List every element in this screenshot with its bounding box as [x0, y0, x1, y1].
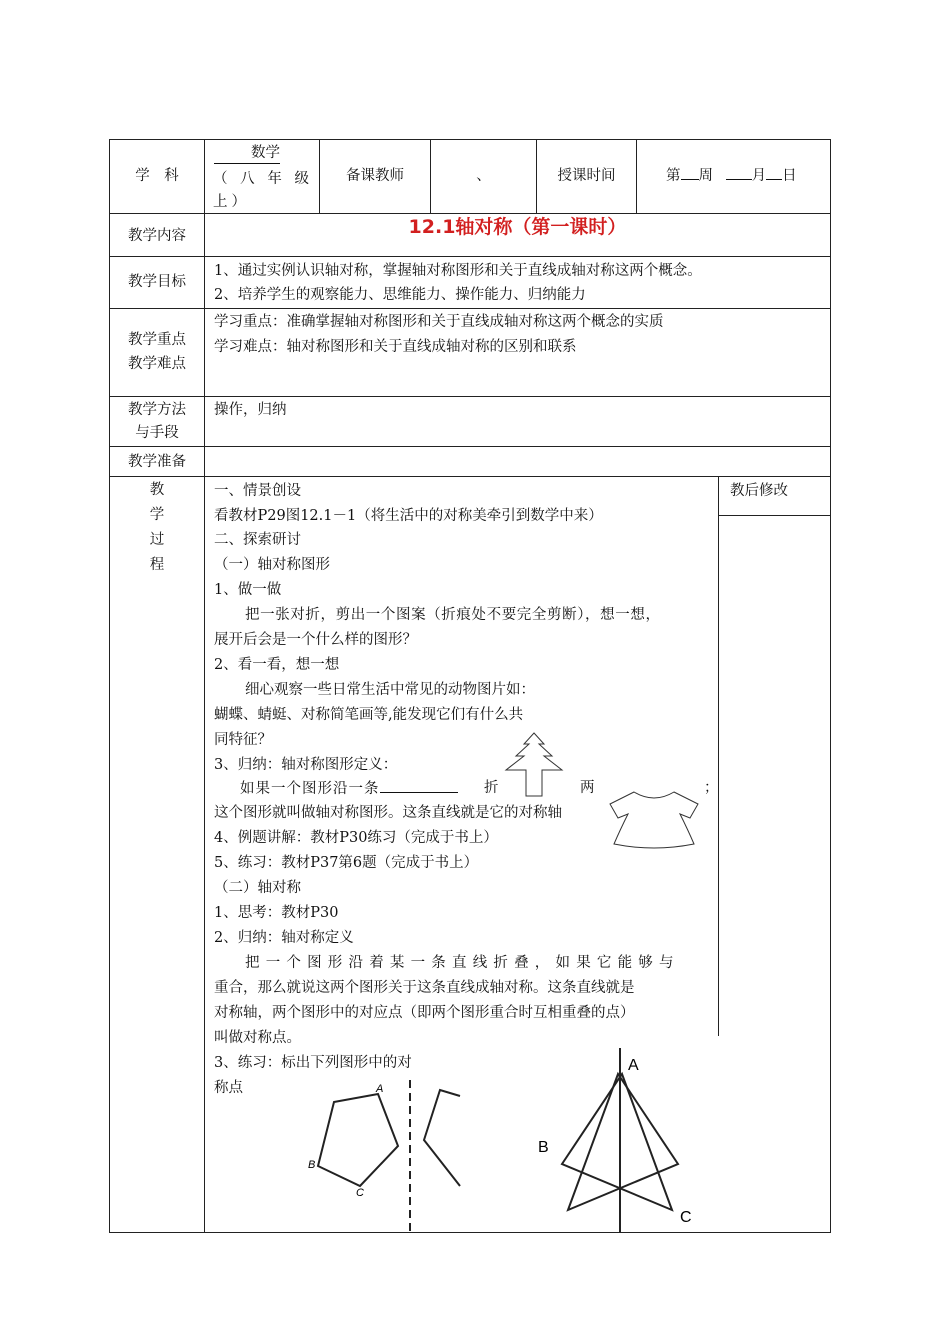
point-label: C: [680, 1209, 692, 1226]
method-value: 操作，归纳: [214, 402, 287, 418]
key-label-1: 教学重点: [128, 332, 186, 348]
process-line: 2、看一看，想一想: [214, 657, 340, 673]
triangle-figure: [530, 1044, 710, 1232]
process-line: 4、例题讲解：教材P30练习（完成于书上）: [214, 830, 498, 846]
process-line: 这个图形就叫做轴对称图形。这条直线就是它的对称轴: [214, 805, 562, 821]
row-divider: [109, 256, 831, 257]
revision-label: 教后修改: [730, 483, 788, 499]
tree-figure: [486, 730, 582, 800]
process-line: 二、探索研讨: [214, 532, 301, 548]
lesson-title: 12.1轴对称（第一课时）: [408, 216, 627, 238]
process-line: 把一张对折，剪出一个图案（折痕处不要完全剪断），想一想，: [245, 607, 661, 623]
goal-line-1: 1、通过实例认识轴对称，掌握轴对称图形和关于直线成轴对称这两个概念。: [214, 263, 702, 279]
process-line: 细心观察一些日常生活中常见的动物图片如：: [245, 682, 535, 698]
teacher-value: 、: [476, 168, 491, 184]
teacher-label: 备课教师: [346, 168, 404, 184]
process-line: 叫做对称点。: [214, 1030, 301, 1046]
time-value: [666, 166, 797, 186]
time-label: 授课时间: [557, 168, 616, 184]
process-line: 展开后会是一个什么样的图形？: [214, 632, 417, 648]
process-line: （一）轴对称图形: [214, 557, 330, 573]
process-label-char: 学: [149, 507, 165, 523]
point-label: C: [356, 1187, 364, 1199]
header-divider: [636, 139, 637, 214]
process-label-char: 程: [149, 557, 165, 573]
pentagon-figure: [300, 1080, 470, 1236]
revision-column-divider: [718, 476, 719, 1036]
table-left-border: [109, 139, 110, 1233]
process-line: （二）轴对称: [214, 880, 301, 896]
process-line: 5、练习：教材P37第6题（完成于书上）: [214, 855, 479, 871]
process-line: 一、情景创设: [214, 483, 301, 499]
process-line: 同特征？: [214, 732, 272, 748]
process-line: 把一个图形沿着某一条直线折叠，如果它能够与: [245, 955, 680, 971]
point-label: B: [308, 1159, 316, 1171]
table-right-border: [830, 139, 831, 1233]
revision-header-divider: [718, 515, 831, 516]
process-line: 2、归纳：轴对称定义: [214, 930, 354, 946]
week-prefix: 第: [666, 168, 681, 184]
blank-line: [380, 778, 458, 793]
definition-fragment: 两: [580, 780, 595, 796]
process-line: 重合，那么就说这两个图形关于这条直线成轴对称。这条直线就是: [214, 980, 635, 996]
key-label-2: 教学难点: [128, 356, 186, 372]
process-line: 1、做一做: [214, 582, 282, 598]
day-suffix: 日: [782, 168, 797, 184]
table-bottom-border: [109, 1232, 831, 1233]
subject-value: [214, 143, 280, 164]
prep-label: 教学准备: [128, 454, 186, 470]
method-label-1: 教学方法: [128, 402, 186, 418]
process-line: 称点: [214, 1080, 243, 1096]
definition-line: [240, 778, 458, 799]
goal-line-2: 2、培养学生的观察能力、思维能力、操作能力、归纳能力: [214, 287, 586, 303]
process-line: 3、归纳：轴对称图形定义：: [214, 757, 398, 773]
process-line: 3、练习：标出下列图形中的对: [214, 1055, 412, 1071]
process-line: 1、思考：教材P30: [214, 905, 339, 921]
week-suffix: 周: [698, 168, 713, 184]
row-divider: [109, 308, 831, 309]
point-label: A: [628, 1057, 639, 1074]
goal-label: 教学目标: [128, 274, 186, 290]
subject-name: 数学: [214, 143, 280, 164]
label-column-divider: [204, 139, 205, 1233]
content-label: 教学内容: [128, 228, 186, 244]
process-line: 蝴蝶、蜻蜓、对称简笔画等,能发现它们有什么共: [214, 707, 524, 723]
point-label: A: [376, 1083, 384, 1095]
grade-value: （ 八 年 级 上）: [213, 171, 313, 210]
process-label-char: 过: [149, 532, 165, 548]
definition-start: 如果一个图形沿一条: [240, 781, 380, 797]
month-suffix: 月: [751, 168, 767, 184]
method-label-2: 与手段: [135, 425, 179, 441]
definition-fragment: 折: [484, 780, 499, 796]
table-top-border: [109, 139, 831, 140]
point-label: B: [538, 1139, 549, 1156]
process-line: 看教材P29图12.1－1（将生活中的对称美牵引到数学中来）: [214, 508, 603, 524]
row-divider: [109, 446, 831, 447]
dress-figure: [606, 782, 702, 852]
process-label-char: 教: [149, 482, 165, 498]
row-divider: [109, 396, 831, 397]
process-line: 对称轴，两个图形中的对应点（即两个图形重合时互相重叠的点）: [214, 1005, 635, 1021]
key-line-2: 学习难点：轴对称图形和关于直线成轴对称的区别和联系: [214, 339, 577, 355]
row-divider: [109, 476, 831, 477]
subject-label: 学 科: [135, 168, 179, 184]
definition-fragment: ；: [704, 780, 719, 796]
key-line-1: 学习重点：准确掌握轴对称图形和关于直线成轴对称这两个概念的实质: [214, 314, 664, 330]
